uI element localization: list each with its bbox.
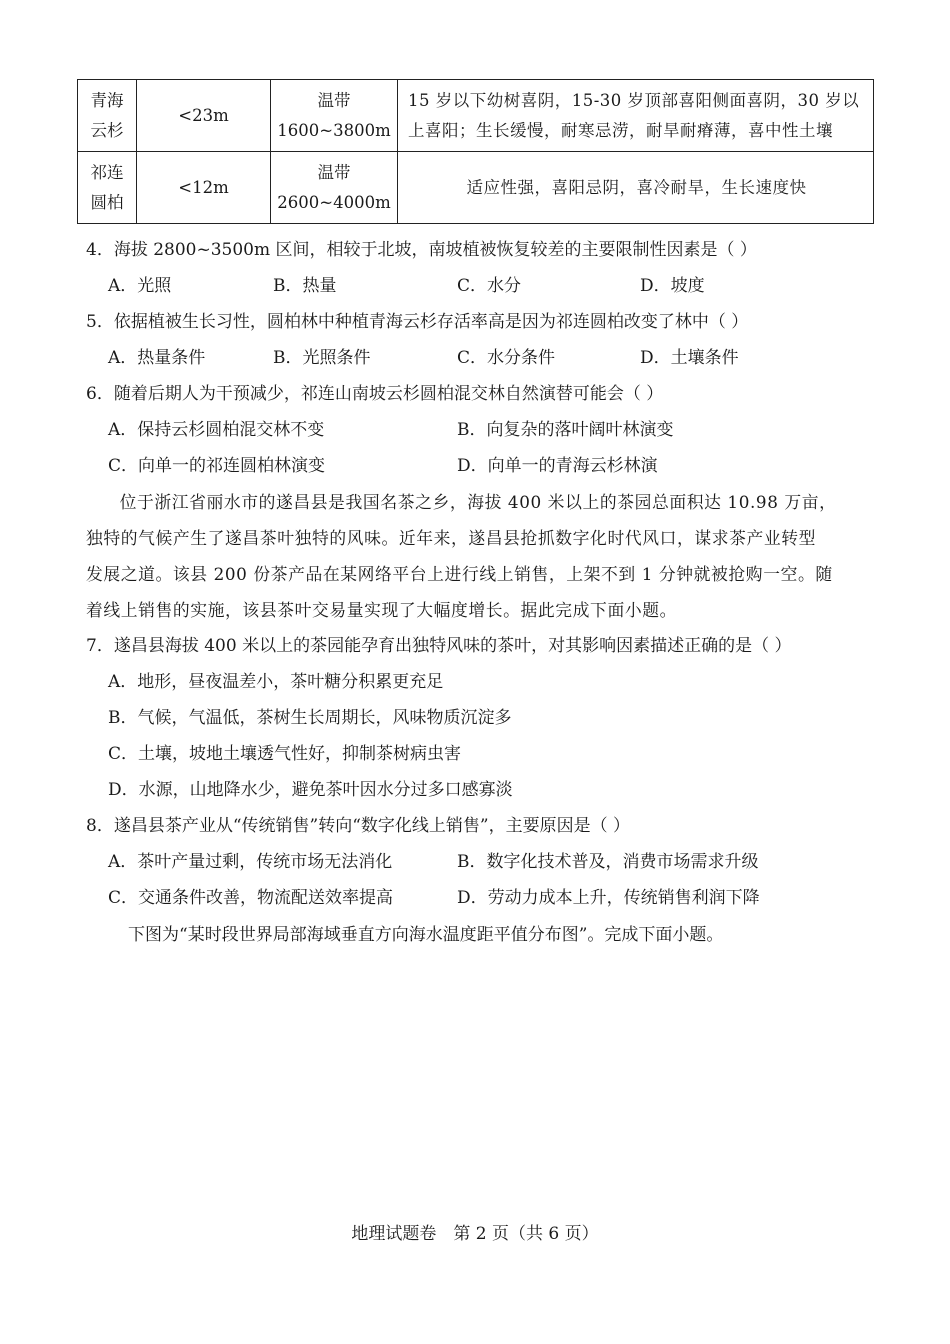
question-5-stem: 5．依据植被生长习性，圆柏林中种植青海云杉存活率高是因为祁连圆柏改变了林中（ ） bbox=[86, 312, 749, 332]
option-c: C．水分 bbox=[457, 276, 522, 296]
habits-line: 上喜阳；生长缓慢，耐寒忌涝，耐旱耐瘠薄，喜中性土壤 bbox=[408, 120, 833, 140]
climate-altitude-cell bbox=[271, 152, 398, 224]
figure-intro: 下图为“某时段世界局部海域垂直方向海水温度距平值分布图”。完成下面小题。 bbox=[128, 925, 724, 945]
climate-zone: 温带 bbox=[317, 90, 351, 110]
question-5-options bbox=[108, 346, 878, 370]
habits-line: 15 岁以下幼树喜阴，15-30 岁顶部喜阳侧面喜阴，30 岁以 bbox=[408, 90, 860, 110]
reading-passage bbox=[86, 484, 876, 628]
option-a: A．保持云杉圆柏混交林不变 bbox=[108, 420, 325, 440]
question-7-option-d bbox=[108, 778, 878, 802]
question-6-stem: 6．随着后期人为干预减少，祁连山南坡云杉圆柏混交林自然演替可能会（ ） bbox=[86, 384, 664, 404]
altitude-range: 1600~3800m bbox=[277, 120, 391, 140]
passage-line: 独特的气候产生了遂昌茶叶独特的风味。近年来，遂昌县抢抓数字化时代风口，谋求茶产业转型 bbox=[86, 528, 817, 548]
passage-line: 发展之道。该县 200 份茶产品在某网络平台上进行线上销售，上架不到 1 分钟就被抢购一空。随 bbox=[86, 564, 833, 584]
option-a: A．光照 bbox=[108, 276, 172, 296]
question-6-options-row1 bbox=[108, 418, 878, 442]
option-a: A．地形，昼夜温差小，茶叶糖分积累更充足 bbox=[108, 672, 444, 692]
option-c: C．向单一的祁连圆柏林演变 bbox=[108, 456, 326, 476]
option-d: D．土壤条件 bbox=[640, 348, 739, 368]
species-name-line: 青海 bbox=[90, 90, 124, 110]
option-c: C．土壤，坡地土壤透气性好，抑制茶树病虫害 bbox=[108, 744, 462, 764]
tree-height-cell: <23m bbox=[137, 80, 271, 152]
growth-habits-cell bbox=[398, 152, 874, 224]
option-b: B．数字化技术普及，消费市场需求升级 bbox=[457, 852, 759, 872]
option-d: D．劳动力成本上升，传统销售利润下降 bbox=[457, 888, 760, 908]
question-6-options-row2 bbox=[108, 454, 878, 478]
option-b: B．热量 bbox=[273, 276, 337, 296]
growth-habits-cell bbox=[398, 80, 874, 152]
species-name-line: 祁连 bbox=[90, 162, 124, 182]
altitude-range: 2600~4000m bbox=[277, 192, 391, 212]
species-name-line: 云杉 bbox=[90, 120, 124, 140]
option-a: A．茶叶产量过剩，传统市场无法消化 bbox=[108, 852, 393, 872]
question-4-stem: 4．海拔 2800~3500m 区间，相较于北坡，南坡植被恢复较差的主要限制性因素是（ ） bbox=[86, 240, 757, 260]
option-d: D．水源，山地降水少，避免茶叶因水分过多口感寡淡 bbox=[108, 780, 513, 800]
species-name-cell bbox=[78, 80, 137, 152]
habits-line: 适应性强，喜阳忌阴，喜冷耐旱，生长速度快 bbox=[466, 177, 807, 197]
page-footer: 地理试题卷 第 2 页（共 6 页） bbox=[351, 1224, 599, 1244]
question-8-options-row1 bbox=[108, 850, 878, 874]
question-4-options bbox=[108, 274, 878, 298]
question-7-stem: 7．遂昌县海拔 400 米以上的茶园能孕育出独特风味的茶叶，对其影响因素描述正确的是（ ） bbox=[86, 636, 792, 656]
option-d: D．向单一的青海云杉林演 bbox=[457, 456, 658, 476]
table-row bbox=[78, 80, 874, 152]
option-c: C．水分条件 bbox=[457, 348, 556, 368]
passage-line: 着线上销售的实施，该县茶叶交易量实现了大幅度增长。据此完成下面小题。 bbox=[86, 600, 677, 620]
option-b: B．气候，气温低，茶树生长周期长，风味物质沉淀多 bbox=[108, 708, 512, 728]
question-7-option-b bbox=[108, 706, 878, 730]
table-row bbox=[78, 152, 874, 224]
tree-height-cell: <12m bbox=[137, 152, 271, 224]
option-b: B．光照条件 bbox=[273, 348, 371, 368]
question-8-stem: 8．遂昌县茶产业从“传统销售”转向“数字化线上销售”，主要原因是（ ） bbox=[86, 816, 630, 836]
climate-altitude-cell bbox=[271, 80, 398, 152]
species-table bbox=[77, 79, 874, 224]
question-8-options-row2 bbox=[108, 886, 878, 910]
option-c: C．交通条件改善，物流配送效率提高 bbox=[108, 888, 394, 908]
passage-line: 位于浙江省丽水市的遂昌县是我国名茶之乡，海拔 400 米以上的茶园总面积达 10.98 万亩， bbox=[119, 492, 837, 512]
option-a: A．热量条件 bbox=[108, 348, 206, 368]
species-name-cell bbox=[78, 152, 137, 224]
climate-zone: 温带 bbox=[317, 162, 351, 182]
question-7-option-c bbox=[108, 742, 878, 766]
option-b: B．向复杂的落叶阔叶林演变 bbox=[457, 420, 674, 440]
option-d: D．坡度 bbox=[640, 276, 705, 296]
species-name-line: 圆柏 bbox=[90, 192, 124, 212]
question-7-option-a bbox=[108, 670, 878, 694]
